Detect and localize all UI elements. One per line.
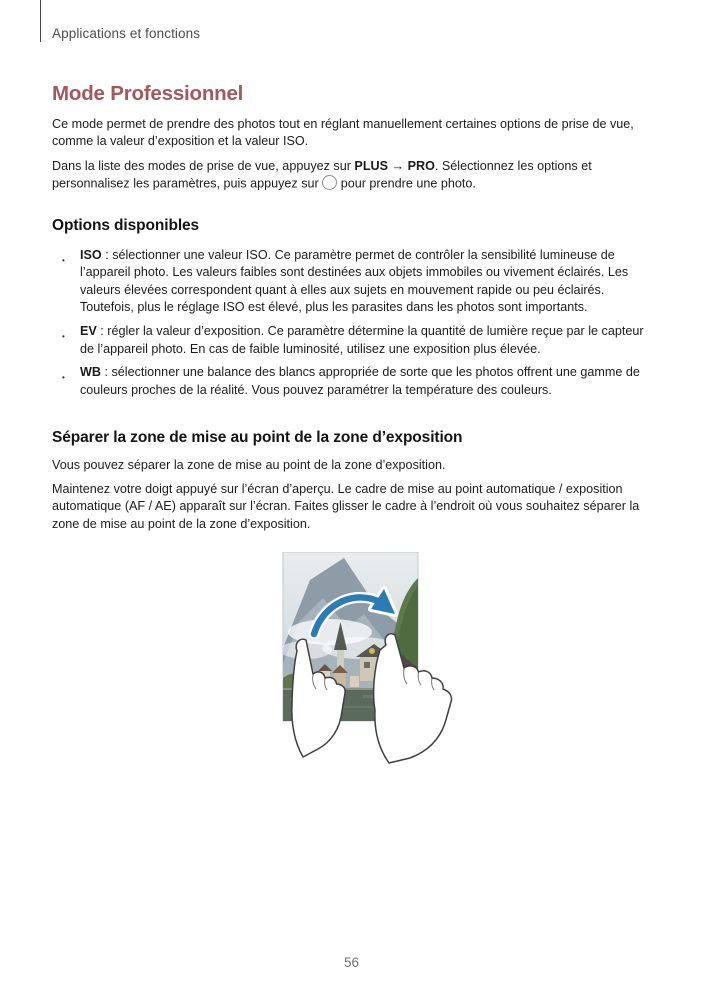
page-number: 56: [343, 955, 360, 970]
bullet-item-wb: [52, 364, 646, 399]
option-text-ev: : régler la valeur d’exposition. Ce paramètre détermine la quantité de lumière reçue par le capteur de l’appareil photo. En cas de faible luminosité, utilisez une exposition plus élevée.: [80, 324, 644, 356]
intro-paragraph-1: Ce mode permet de prendre des photos tout en réglant manuellement certaines options de prise de vue, comme la valeur d’exposition et la valeur ISO.: [52, 117, 634, 149]
bullet-item-iso: [52, 247, 646, 317]
intro-p2-text-after: pour prendre une photo.: [337, 176, 476, 191]
separate-paragraph-1: Vous pouvez séparer la zone de mise au point de la zone d’exposition.: [52, 458, 446, 472]
option-term-iso: ISO: [80, 248, 102, 262]
menu-label-plus: PLUS: [354, 159, 389, 173]
menu-label-pro: PRO: [407, 159, 435, 173]
section-heading-separate: Séparer la zone de mise au point de la zone d’exposition: [52, 429, 463, 446]
separate-paragraph-2: Maintenez votre doigt appuyé sur l’écran d’aperçu. Le cadre de mise au point automatique / exposition automatique (AF / AE) apparaît sur l’écran. Faites glisser le cadre à l’endroit où vous souhaitez séparer la zone de mise au point de la zone d’exposition.: [52, 482, 640, 531]
option-term-ev: EV: [80, 324, 97, 339]
section-heading-options: Options disponibles: [52, 217, 200, 234]
options-bullet-list: [52, 247, 646, 406]
intro-paragraph-2: [52, 158, 646, 193]
bullet-item-ev: [52, 323, 646, 358]
header-rule: [40, 0, 41, 42]
option-text-wb: : sélectionner une balance des blancs appropriée de sorte que les photos offrent une gamme de couleurs proches de la réalité. Vous pouvez paramétrer la température des couleurs.: [80, 365, 640, 397]
arrow-separator: →: [388, 159, 408, 173]
shutter-button-icon: [322, 175, 337, 190]
touch-drag-illustration: [268, 552, 473, 770]
running-header: Applications et fonctions: [52, 26, 201, 41]
intro-p2-text-mid: . Sélectionnez les options et personnalisez les paramètres, puis appuyez sur: [52, 159, 592, 191]
page-title: Mode Professionnel: [52, 82, 244, 105]
intro-p2-text-before: Dans la liste des modes de prise de vue, appuyez sur: [52, 159, 355, 173]
option-text-iso: : sélectionner une valeur ISO. Ce paramètre permet de contrôler la sensibilité lumineuse de l’appareil photo. Les valeurs faibles sont destinées aux objets immobiles ou vivement éclairés. Les valeurs élevées correspondent quant à elles aux sujets en mouvement rapide ou peu éclairés. Toutefois, plus le réglage ISO est élevé, plus les parasites dans les photos sont importants.: [80, 248, 629, 315]
illustration-svg: [268, 552, 473, 770]
option-term-wb: WB: [80, 365, 101, 380]
